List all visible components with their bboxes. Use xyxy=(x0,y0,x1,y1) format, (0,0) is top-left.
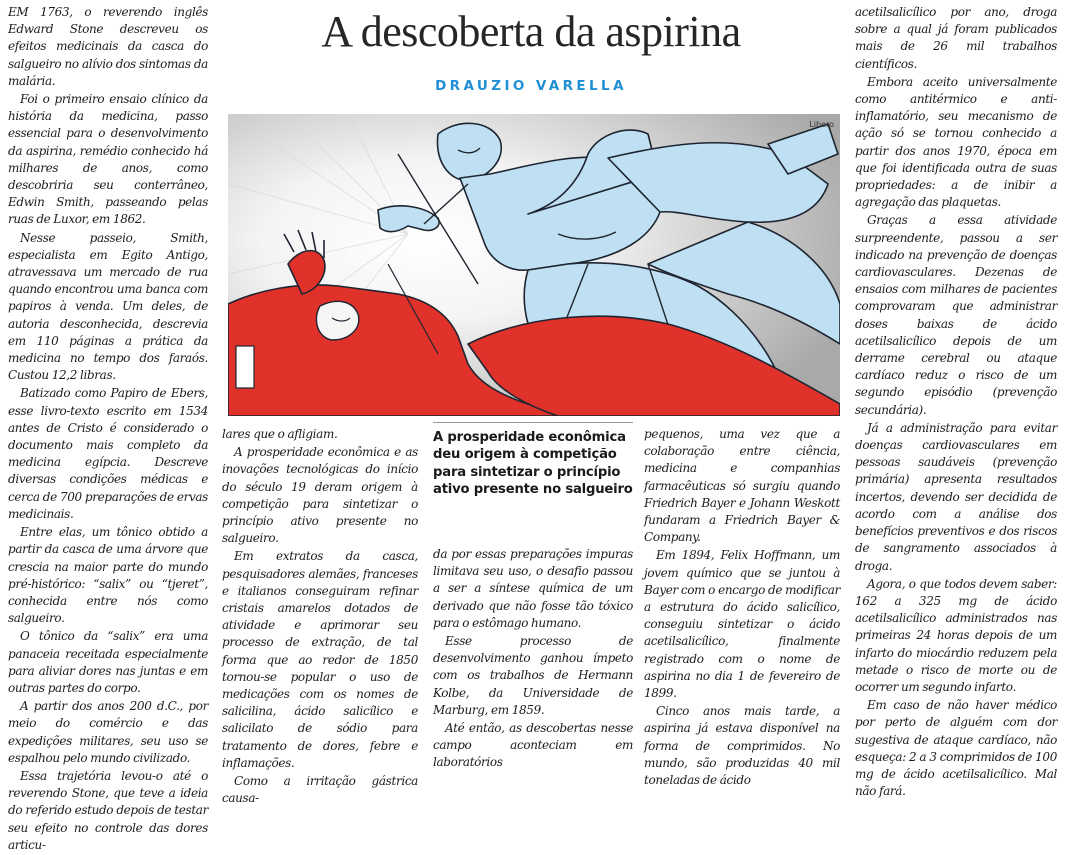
paragraph: Graças a essa atividade surpreendente, passou a ser indicado na prevenção de doenças cardiovasculares. Dezenas de ensaios com milhares de pacientes comprovaram que administrar doses baixas de ácido acetilsalicílico depois de um derrame cerebral ou ataque cardíaco reduz o risco de um segundo episódio (prevenção secundária). xyxy=(855,213,1057,417)
paragraph: Até então, as descobertas nesse campo aconteciam em laboratórios xyxy=(433,721,633,770)
paragraph: A prosperidade econômica e as inovações tecnológicas do início do século 19 deram origem à competição para sintetizar o princípio ativo presente no salgueiro. xyxy=(222,445,418,546)
paragraph: Essa trajetória levou-o até o reverendo Stone, que teve a ideia do referido estudo depois de testar seu efeito no controle das dores articu- xyxy=(8,768,208,852)
article-column-2 xyxy=(222,426,418,808)
paragraph: Em 1894, Felix Hoffmann, um jovem químico que se juntou à Bayer com o encargo de modificar a estrutura do ácido salicílico, conseguiu sintetizar o ácido acetilsalicílico, finalmente registrado com o nome de aspirina no dia 1 de fevereiro de 1899. xyxy=(644,548,840,701)
paragraph: pequenos, uma vez que a colaboração entre ciência, medicina e companhias farmacêuticas só surgiu quando Friedrich Bayer e Johann Weskott fundaram a Friedrich Bayer & Company. xyxy=(644,427,840,545)
paragraph: Nesse passeio, Smith, especialista em Egito Antigo, atravessava um mercado de rua quando encontrou uma banca com papiros à venda. Um deles, de autoria desconhecida, descrevia em 110 páginas a prática da medicina no tempo dos faraós. Custou 12,2 libras. xyxy=(8,230,208,383)
paragraph: acetilsalicílico por ano, droga sobre a qual já foram publicados mais de 26 mil trabalhos científicos. xyxy=(855,5,1057,71)
paragraph: O tônico da “salix” era uma panaceia receitada especialmente para aliviar dores nas juntas e em outras partes do corpo. xyxy=(8,629,208,695)
artist-signature xyxy=(236,346,254,388)
paragraph: Em caso de não haver médico por perto de alguém com dor sugestiva de ataque cardíaco, não esqueça: 2 a 3 comprimidos de 100 mg de ácido acetilsalicílico. Mal não fará. xyxy=(855,698,1057,799)
paragraph: Em extratos da casca, pesquisadores alemães, franceses e italianos conseguiram refinar cristais amarelos dotados de atividade e aprimorar seu processo de extração, de tal forma que ao redor de 1850 tornou-se popular o uso de medicações com os nomes de salicilina, ácido salicílico e salicilato de sódio para tratamento de dores, febre e inflamações. xyxy=(222,549,418,770)
article-column-1 xyxy=(8,4,208,855)
article-title: A descoberta da aspirina xyxy=(321,7,741,56)
image-credit: Libero xyxy=(809,120,834,129)
paragraph: Já a administração para evitar doenças cardiovasculares em pessoas saudáveis (prevenção primária) apresenta resultados incertos, devendo ser decidida de acordo com a análise dos benefícios preventivos e dos riscos de sangramento associados à droga. xyxy=(855,420,1057,573)
paragraph: Cinco anos mais tarde, a aspirina já estava disponível na forma de comprimidos. No mundo, são produzidas 40 mil toneladas de ácido xyxy=(644,704,840,788)
article-illustration xyxy=(228,114,840,416)
paragraph: EM 1763, o reverendo inglês Edward Stone descreveu os efeitos medicinais da casca do salgueiro no alívio dos sintomas da malária. xyxy=(8,5,208,88)
pull-quote-rule xyxy=(433,422,633,423)
paragraph: Batizado como Papiro de Ebers, esse livro-texto escrito em 1534 antes de Cristo é considerado o documento mais completo da medicina egípcia. Descreve diversas condições médicas e cerca de 700 preparações de ervas medicinais. xyxy=(8,386,208,521)
pull-quote: A prosperidade econômica deu origem à competição para sintetizar o princípio ativo presente no salgueiro xyxy=(433,430,633,498)
paragraph: Como a irritação gástrica causa- xyxy=(222,774,418,806)
paragraph: Foi o primeiro ensaio clínico da história da medicina, passo essencial para o desenvolvimento da aspirina, remédio conhecido há milhares de anos, como descobriria seu conterrâneo, Edwin Smith, passeando pelas ruas de Luxor, em 1862. xyxy=(8,92,208,227)
illustration-artwork xyxy=(228,114,840,416)
paragraph: Entre elas, um tônico obtido a partir da casca de uma árvore que crescia na maior parte do mundo pré-histórico: “salix” ou “tjeret”, conhecida entre nós como salgueiro. xyxy=(8,525,208,626)
paragraph: lares que o afligiam. xyxy=(222,427,338,441)
paragraph: A partir dos anos 200 d.C., por meio do comércio e das expedições militares, seu uso se espalhou pelo mundo civilizado. xyxy=(8,699,208,765)
article-column-5 xyxy=(855,4,1057,801)
author-byline: DRAUZIO VARELLA xyxy=(435,78,627,94)
article-column-3 xyxy=(433,546,633,773)
paragraph: Embora aceito universalmente como antitérmico e anti-inflamatório, seu mecanismo de ação só se tornou conhecido a partir dos anos 1970, época em que foi identificada outra de suas propriedades: a de inibir a agregação das plaquetas. xyxy=(855,74,1057,210)
paragraph: Esse processo de desenvolvimento ganhou ímpeto com os trabalhos de Hermann Kolbe, da Universidade de Marburg, em 1859. xyxy=(433,634,633,717)
article-column-4 xyxy=(644,426,840,790)
paragraph: da por essas preparações impuras limitava seu uso, o desafio passou a ser a síntese química de um derivado que não fosse tão tóxico para o estômago humano. xyxy=(433,547,633,630)
paragraph: Agora, o que todos devem saber: 162 a 325 mg de ácido acetilsalicílico administrados nas primeiras 24 horas depois de um infarto do miocárdio reduzem pela metade o risco de morte ou de ocorrer um segundo infarto. xyxy=(855,576,1057,694)
